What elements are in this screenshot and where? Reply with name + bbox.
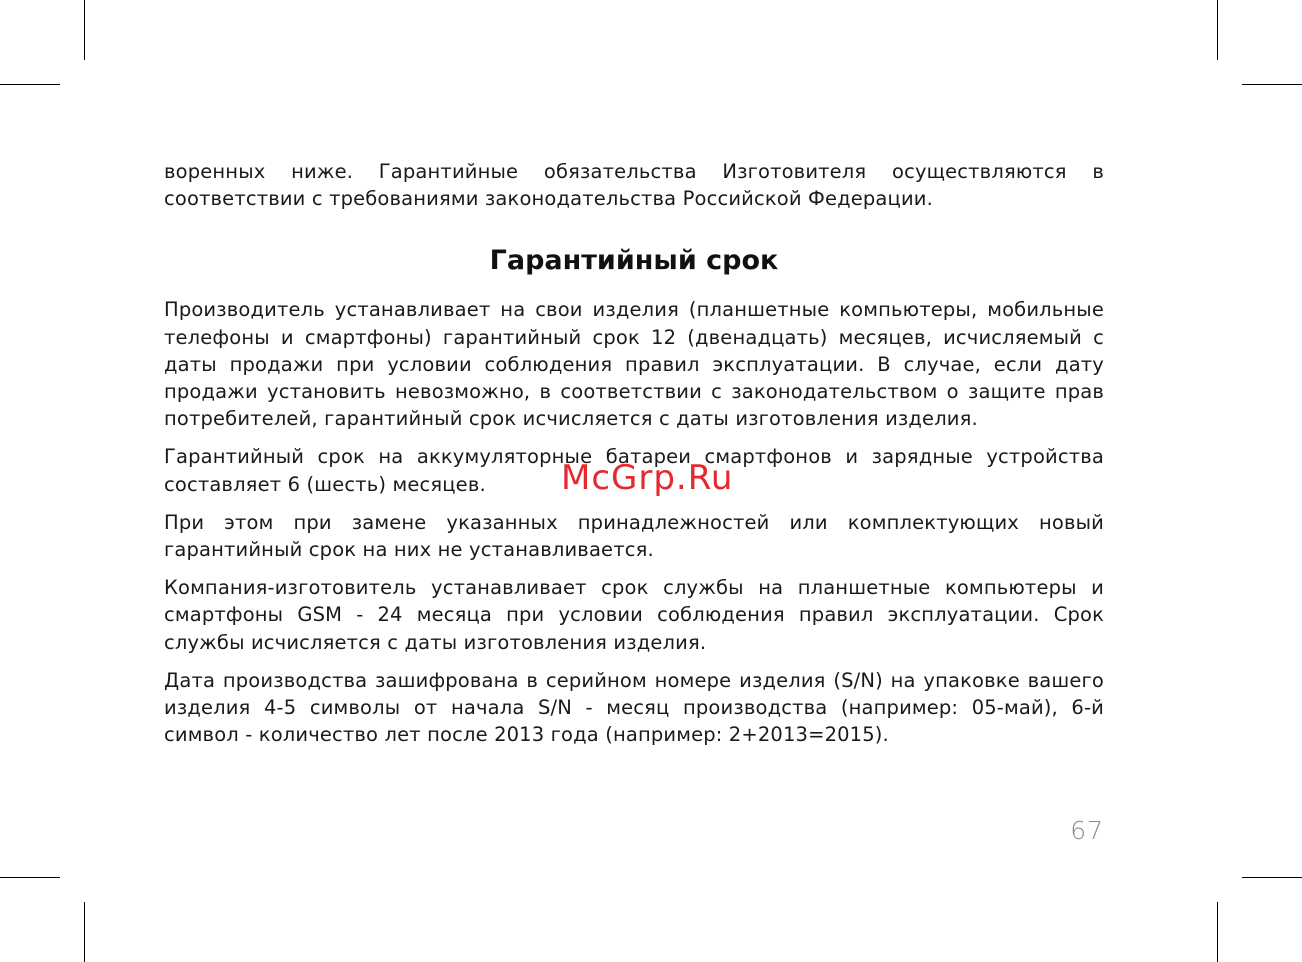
crop-mark-bottom-left-horizontal [0, 877, 60, 878]
crop-mark-bottom-right-vertical [1217, 902, 1218, 962]
paragraph-battery-warranty: Гарантийный срок на аккумуляторные батареи смартфонов и зарядные устройства составляет 6 (шесть) месяцев. [164, 445, 1104, 496]
paragraph-warranty-period: Производитель устанавливает на свои изделия (планшетные компьютеры, мобильные телефоны и смартфоны) гарантийный срок 12 (двенадцать) месяцев, исчисляемый с даты продажи при условии соблюдения правил эксплуатации. В случае, если дату продажи установить невозможно, в соответствии с законодательством о защите прав потребителей, гарантийный срок исчисляется с даты изготовления изделия. [164, 298, 1104, 431]
section-heading: Гарантийный срок [489, 245, 779, 277]
crop-mark-top-left-vertical [84, 0, 85, 60]
crop-mark-top-right-vertical [1217, 0, 1218, 60]
crop-mark-top-right-horizontal [1242, 84, 1302, 85]
crop-mark-bottom-right-horizontal [1242, 877, 1302, 878]
crop-mark-bottom-left-vertical [84, 902, 85, 962]
paragraph-replacement-parts: При этом при замене указанных принадлежностей или комплектующих новый гарантийный срок на них не устанавливается. [164, 510, 1104, 562]
paragraph-production-date: Дата производства зашифрована в серийном номере изделия (S/N) на упаковке вашего изделия 4-5 символы от начала S/N - месяц производства (например: 05-май), 6-й символ - количество лет после 2013 года (например: 2+2013=2015). [164, 668, 1104, 747]
crop-mark-top-left-horizontal [0, 84, 60, 85]
watermark: McGrp.Ru [561, 458, 734, 498]
intro-paragraph: воренных ниже. Гарантийные обязательства Изготовителя осуществляются в соответствии с требованиями законодательства Российской Федерации. [164, 160, 1104, 211]
page-number: 67 [1070, 816, 1104, 845]
paragraph-service-life: Компания-изготовитель устанавливает срок службы на планшетные компьютеры и смартфоны GSM - 24 месяца при условии соблюдения правил эксплуатации. Срок службы исчисляется с даты изготовления изделия. [164, 576, 1104, 654]
